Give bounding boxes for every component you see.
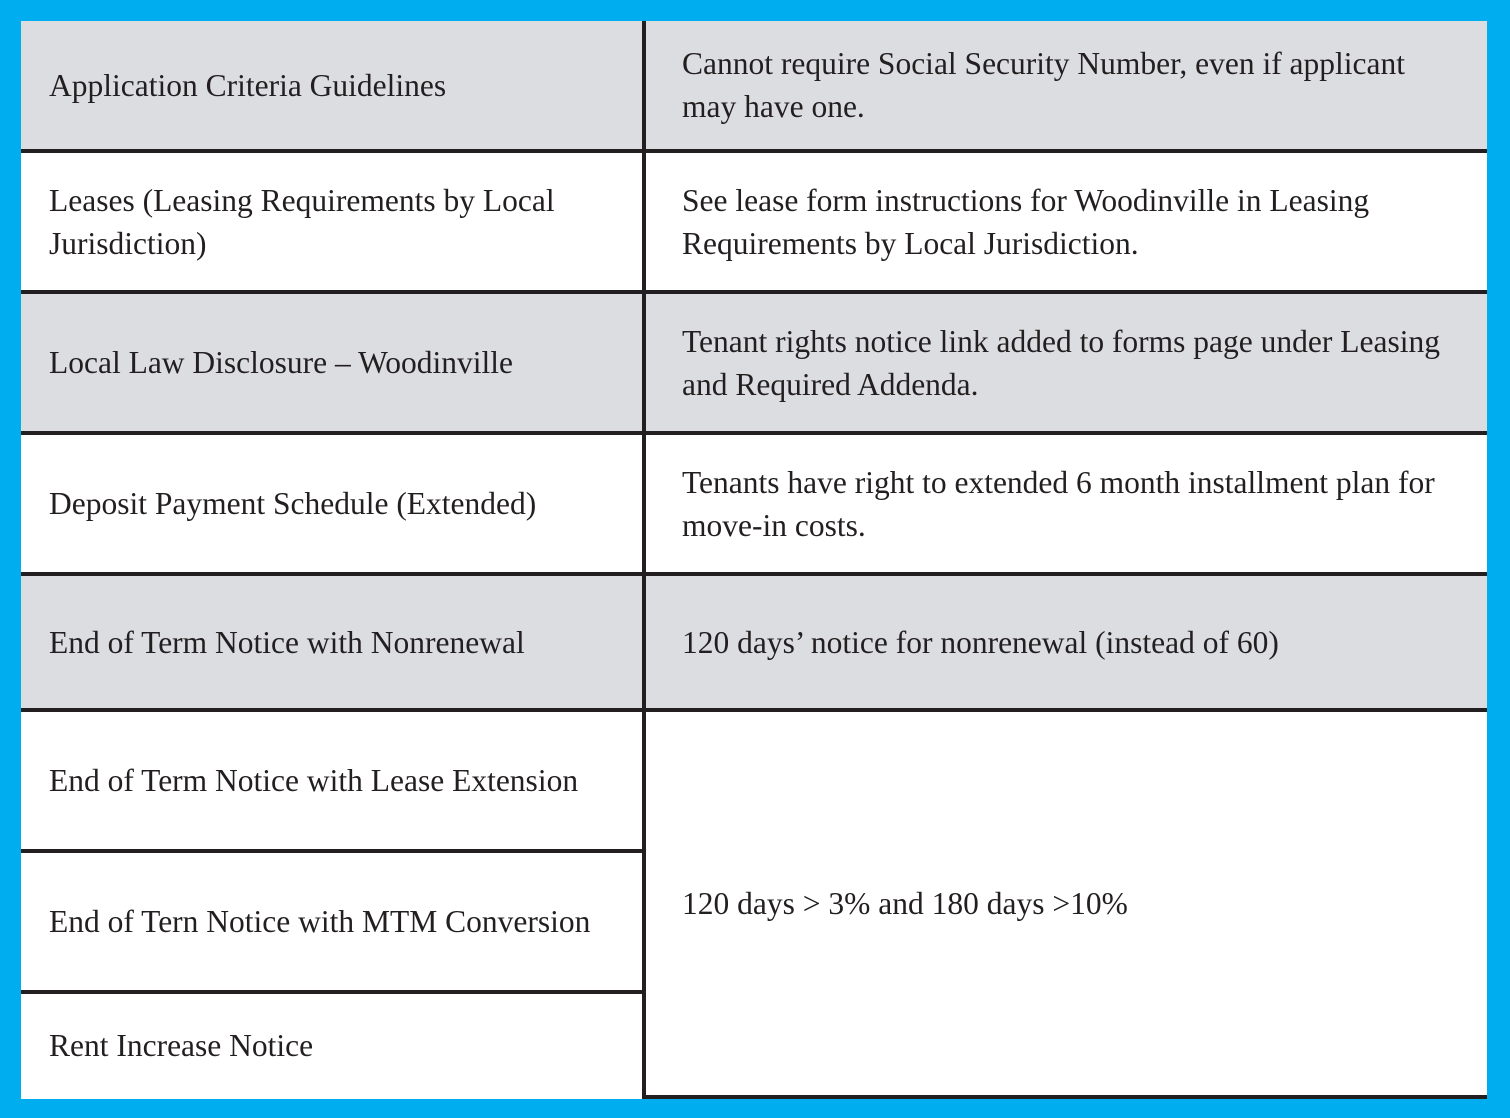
- row-value: Tenant rights notice link added to forms page under Leasing and Required Addenda.: [644, 292, 1487, 433]
- table-row: [21, 151, 1487, 292]
- row-value: See lease form instructions for Woodinville in Leasing Requirements by Local Jurisdiction.: [644, 151, 1487, 292]
- table-row: [21, 292, 1487, 433]
- table-row: [21, 710, 1487, 851]
- row-label: Rent Increase Notice: [21, 992, 644, 1097]
- row-label: End of Tern Notice with MTM Conversion: [21, 851, 644, 992]
- row-value: Tenants have right to extended 6 month installment plan for move-in costs.: [644, 433, 1487, 574]
- row-value: 120 days’ notice for nonrenewal (instead of 60): [644, 574, 1487, 710]
- row-label: End of Term Notice with Nonrenewal: [21, 574, 644, 710]
- row-value: Cannot require Social Security Number, even if applicant may have one.: [644, 21, 1487, 151]
- row-label: Local Law Disclosure – Woodinville: [21, 292, 644, 433]
- table-row: [21, 21, 1487, 151]
- merged-row-value: 120 days > 3% and 180 days >10%: [644, 710, 1487, 1097]
- row-label: End of Term Notice with Lease Extension: [21, 710, 644, 851]
- jurisdiction-rules-table: [21, 21, 1487, 1099]
- row-label: Leases (Leasing Requirements by Local Jurisdiction): [21, 151, 644, 292]
- table-row: [21, 574, 1487, 710]
- row-label: Application Criteria Guidelines: [21, 21, 644, 151]
- table-row: [21, 433, 1487, 574]
- row-label: Deposit Payment Schedule (Extended): [21, 433, 644, 574]
